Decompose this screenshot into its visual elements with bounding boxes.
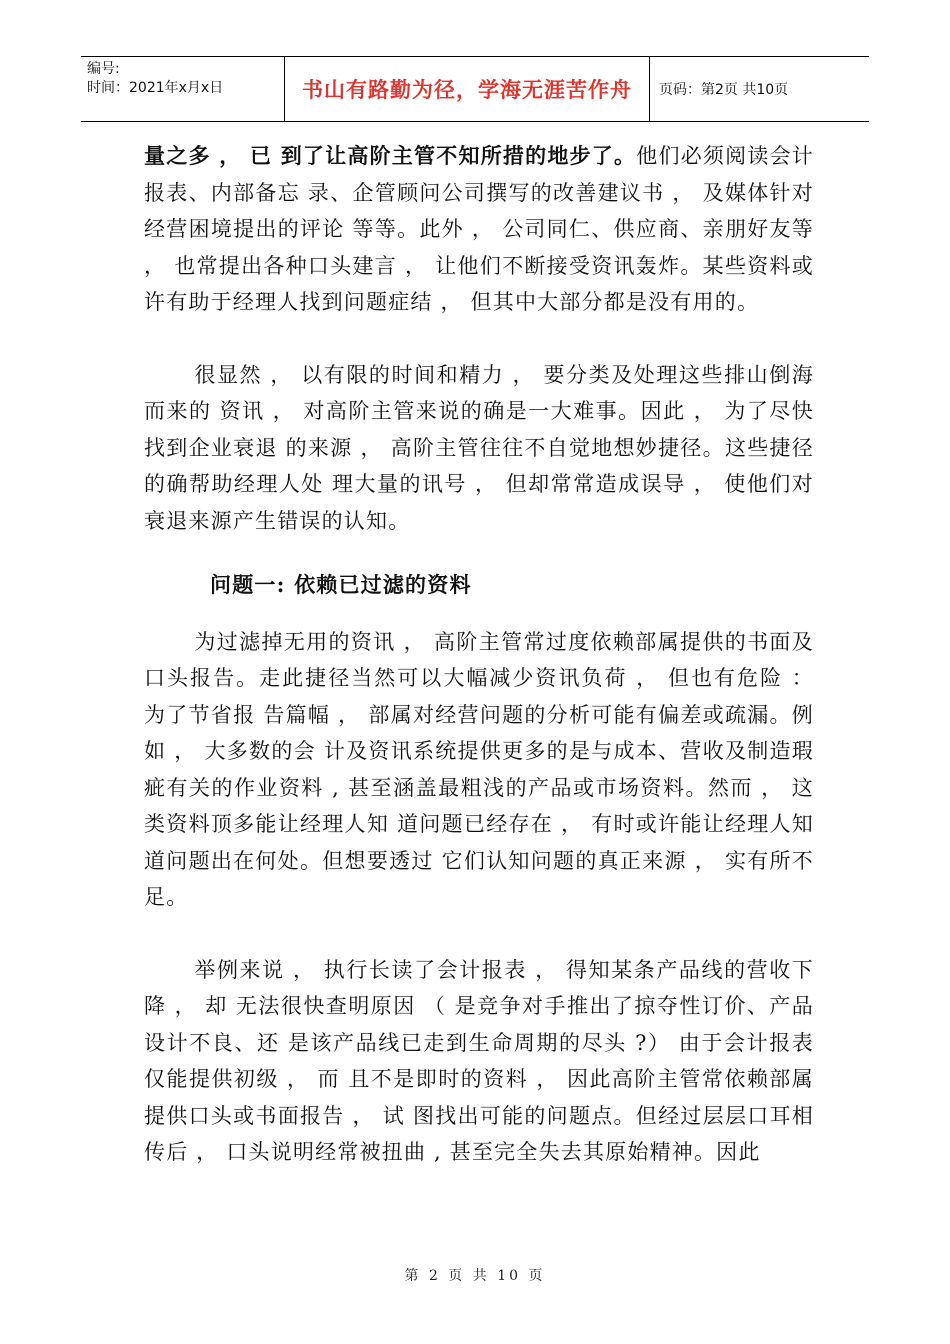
paragraph-3: 为过滤掉无用的资讯 ， 高阶主管常过度依赖部属提供的书面及口头报告。走此捷径当然可以大幅减少资讯负荷 ， 但也有危险 ： 为了节省报 告篇幅 ， 部属对经营问题的分析可能有偏差或疏漏。例如 ， 大多数的会 计及资讯系统提供更多的是与成本、营收及制造瑕疵有关的作业资料 , 甚至涵盖最粗浅的产品或市场资料。然而 ， 这类资料顶多能让经理人知 道问题已经存在 ， 有时或许能让经理人知道问题出在何处。但想要透过 它们认知问题的真正来源 ， 实有所不足。 [144, 629, 814, 909]
paragraph-2: 很显然 ， 以有限的时间和精力 ， 要分类及处理这些排山倒海而来的 资讯 ， 对高阶主管来说的确是一大难事。因此 ， 为了尽快找到企业衰退 的来源 ， 高阶主管往往不自觉地想妙捷径。这些捷径的确帮助经理人处 理大量的讯号 ， 但却常常造成误导 ， 使他们对衰退来源产生错误的认知。 [144, 362, 814, 533]
header-page-info: 页码：第2页 共10页 [659, 82, 789, 98]
paragraph-1-bold-lead: 量之多 ， 已 到了让高阶主管不知所措的地步了。 [144, 143, 637, 168]
page-footer: 第 2 页 共 10 页 [404, 1268, 546, 1284]
document-body [144, 138, 814, 1171]
header-meta [81, 57, 285, 121]
page-header [81, 56, 869, 122]
paragraph-1 [144, 138, 814, 321]
paragraph-4: 举例来说 ， 执行长读了会计报表 ， 得知某条产品线的营收下降 ， 却 无法很快查明原因 （ 是竞争对手推出了掠夺性订价、产品设计不良、还 是该产品线已走到生命周期的尽头 ?） 由于会计报表仅能提供初级 ， 而 且不是即时的资料 ， 因此高阶主管常依赖部属提供口头或书面报告 ， 试 图找出可能的问题点。但经过层层口耳相传后 ， 口头说明经常被扭曲 , 甚至完全失去其原始精神。因此 [144, 957, 814, 1164]
document-number-label: 编号: [87, 61, 120, 77]
paragraph-1-text: 他们必须阅读会计报表、内部备忘 录、企管顾问公司撰写的改善建议书 ， 及媒体针对经营困境提出的评论 等等。此外 ， 公司同仁、供应商、亲朋好友等 ， 也常提出各种口头建言 ， 让他们不断接受资讯轰炸。某些资料或许有助于经理人找到问题症结 ， 但其中大部分都是没有用的。 [144, 144, 814, 314]
header-motto: 书山有路勤为径，学海无涯苦作舟 [285, 57, 650, 121]
document-time-label: 时间：2021年x月x日 [87, 80, 224, 96]
section-heading: 问题一: 依赖已过滤的资料 [210, 572, 472, 597]
